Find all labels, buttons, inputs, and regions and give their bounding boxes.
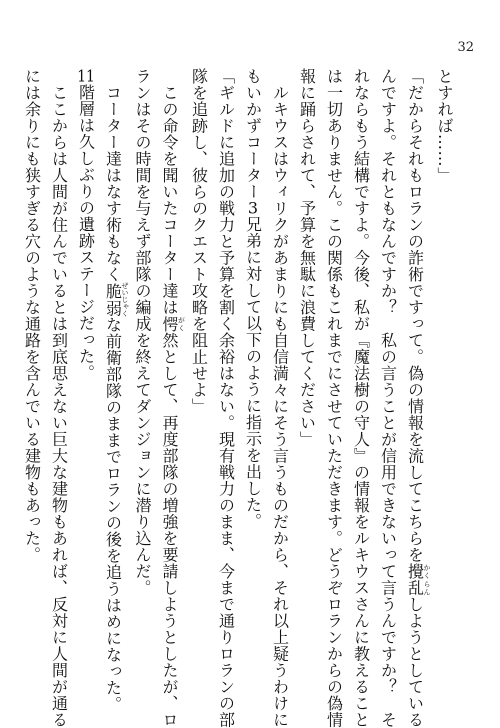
text-line-10: 隊を追跡し、彼らのクエスト攻略を阻止せよ」	[189, 68, 209, 415]
text-line-5: は一切ありません。この関係もこれまでにさせていただきます。どうぞロランからの偽情	[324, 68, 344, 728]
text-line-8: もいかずコーター3兄弟に対して以下のように指示を出した。	[243, 68, 263, 530]
text-line-16: には余りにも狭すぎる穴のような通路を含んでいる建物もあった。	[22, 68, 42, 563]
ruby-zeijaku: 脆弱ぜいじゃく	[103, 282, 129, 317]
ruby-gaku: 愕がく	[160, 315, 186, 332]
page-number: 32	[457, 40, 474, 55]
ruby-kakuran: 攪乱かくらん	[405, 563, 431, 596]
vertical-body-text	[22, 68, 458, 728]
upright-number-3: 3	[247, 200, 259, 216]
text-line-9: 「ギルドに追加の戦力と予算を割く余裕はない。現有戦力のまま、今まで通りロランの部	[216, 68, 236, 728]
text-line-7: ルキウスはウィリクがあまりにも自信満々にそう言うものだから、それ以上疑うわけに	[270, 68, 290, 728]
text-line-11: この命令を聞いたコーター達は愕がく然として、再度部隊の増強を要請しようとしたが、ロ	[160, 68, 186, 728]
text-line-3: んですよ。それともなんですか？ 私の言うことが信用できないって言うんですか？ そ	[378, 68, 398, 728]
text-line-6: 報に踊らされて、予算を無駄に浪費してください」	[297, 68, 317, 448]
text-line-14: 11階層は久しぶりの遺跡ステージだった。	[76, 68, 96, 381]
text-line-12: ランはその時間を与えず部隊の編成を終えてダンジョンに潜り込んだ。	[133, 68, 152, 596]
upright-number-11: 11	[77, 68, 95, 84]
text-line-15: ここからは人間が住んでいるとは到底思えない巨大な建物もあれば、反対に人間が通る	[49, 68, 69, 728]
text-line-1: とすれば……」	[435, 68, 454, 184]
text-line-13: コーター達はなす術もなく脆弱ぜいじゃくな前衛部隊のままでロランの後を追うはめになった。	[103, 68, 129, 713]
text-line-4: れならもう結構ですよ。今後、私が『魔法樹の守人』の情報をルキウスさんに教えること	[351, 68, 371, 728]
text-line-2: 「だからそれもロランの詐術ですって。偽の情報を流してこちらを攪乱かくらんしようとしている	[405, 68, 431, 728]
